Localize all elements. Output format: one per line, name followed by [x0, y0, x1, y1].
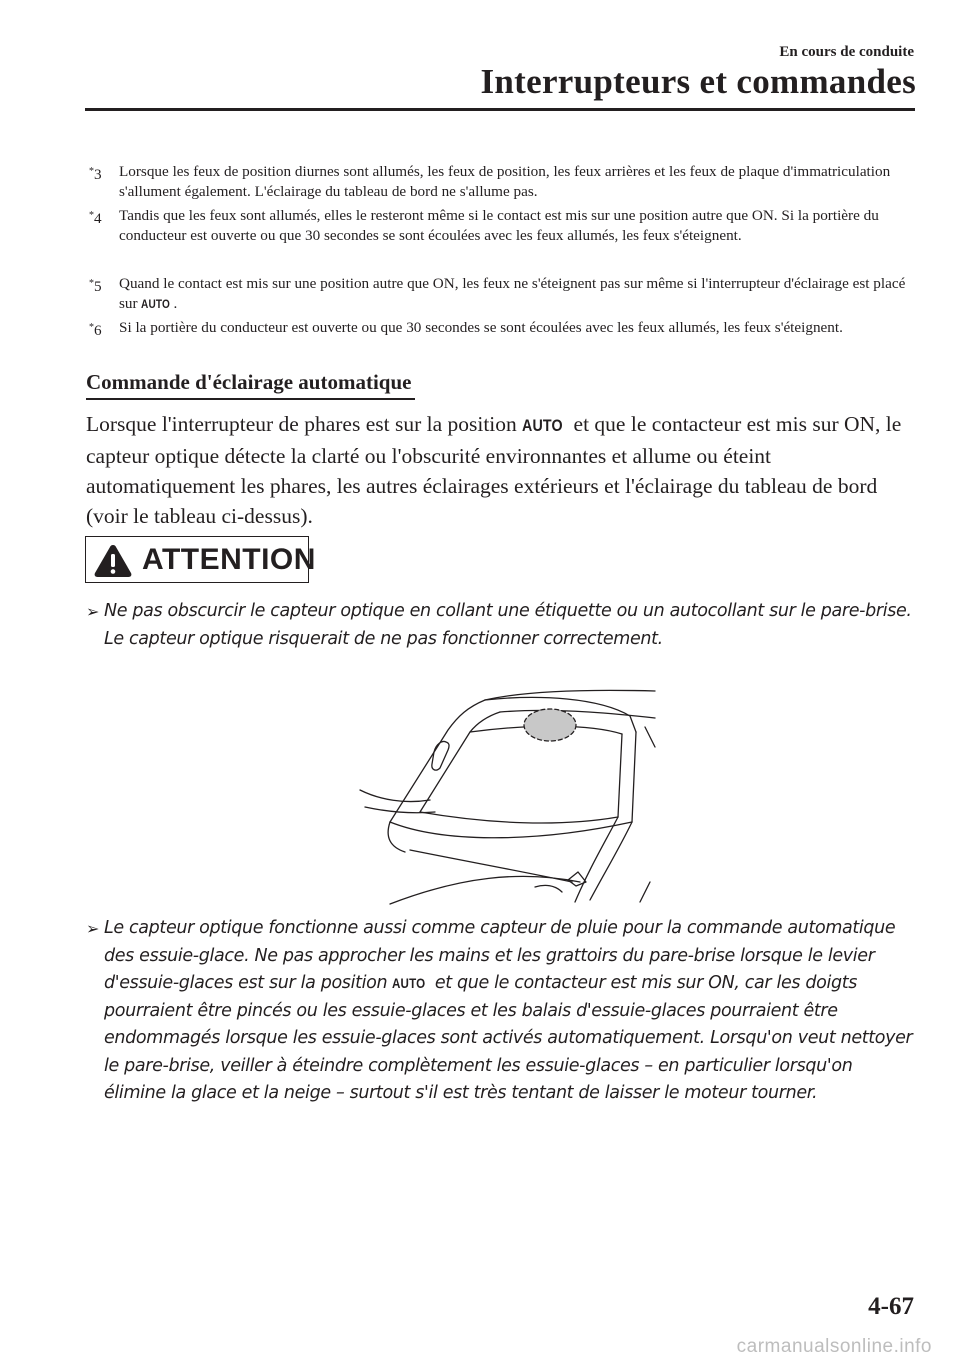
arrow-bullet-icon: ➢ [86, 602, 100, 621]
footnote-marker: *5 [89, 278, 102, 295]
bullet-text: Ne pas obscurcir le capteur optique en collant une étiquette ou un autocollant sur le pare-brise. Le capteur optique risquerait de ne pas fonctionner correctement. [104, 601, 912, 649]
warning-triangle-icon [93, 543, 133, 579]
footnote-text: Quand le contact est mis sur une position autre que ON, les feux ne s'éteignent pas sur même si l'interrupteur d'éclairage est placé sur AUTO . [119, 274, 909, 314]
section-heading: Commande d'éclairage automatique [86, 370, 415, 400]
watermark: carmanualsonline.info [736, 1336, 932, 1357]
body-paragraph: Lorsque l'interrupteur de phares est sur la position AUTO et que le contacteur est mis sur ON, le capteur optique détecte la clarté ou l'obscurité environnantes et allume ou éteint automatiquement les phares, les autres éclairages extérieurs et l'éclairage du tableau de bord (voir le tableau ci-dessus). [86, 412, 902, 528]
footnote-4 [89, 206, 909, 245]
footnote-marker: *4 [89, 210, 102, 227]
header-divider [85, 108, 915, 111]
page-number: 4-67 [868, 1293, 914, 1320]
footnote-marker: *6 [89, 322, 102, 339]
footnote-5 [89, 274, 909, 314]
bullet-text: Le capteur optique fonctionne aussi comme capteur de pluie pour la commande automatique des essuie-glace. Ne pas approcher les mains et les grattoirs du pare-brise lorsque le levier d'essuie-glaces est sur la position AUTO et que le contacteur est mis sur ON, car les doigts pourraient être pincés ou les essuie-glaces et les balais d'essuie-glaces pourraient être endommagés lorsque les essuie-glaces sont activés automatiquement. Lorsqu'on veut nettoyer le pare-brise, veiller à éteindre complètement les essuie-glaces – en particulier lorsqu'on élimine la glace et la neige – surtout s'il est très tentant de laisser le moteur tourner. [104, 918, 913, 1103]
footnote-text: Lorsque les feux de position diurnes sont allumés, les feux de position, les feux arrières et les feux de plaque d'immatriculation s'allument également. L'éclairage du tableau de bord ne s'allume pas. [119, 163, 891, 200]
footnote-text: Tandis que les feux sont allumés, elles le resteront même si le contact est mis sur une position autre que ON. Si la portière du conducteur est ouverte ou que 30 secondes se sont écoulées avec les feux allumés, les feux s'éteignent. [119, 207, 879, 244]
arrow-bullet-icon: ➢ [86, 919, 100, 938]
footnote-text: Si la portière du conducteur est ouverte ou que 30 secondes se sont écoulées avec les feux allumés, les feux s'éteignent. [119, 319, 843, 336]
footnote-3 [89, 162, 909, 201]
footnote-marker: *3 [89, 166, 102, 183]
attention-banner [85, 536, 316, 583]
windshield-sensor-illustration [350, 672, 660, 908]
attention-label: ATTENTION [142, 543, 316, 576]
page-title: Interrupteurs et commandes [480, 62, 916, 101]
footnote-6 [89, 318, 909, 338]
running-header-section: En cours de conduite [779, 44, 914, 60]
warning-bullet-1 [86, 598, 916, 653]
auto-symbol-icon: AUTO [141, 296, 171, 311]
auto-symbol-icon: AUTO [392, 976, 426, 991]
auto-symbol-icon: AUTO [522, 416, 563, 435]
warning-bullet-2 [86, 915, 916, 1108]
